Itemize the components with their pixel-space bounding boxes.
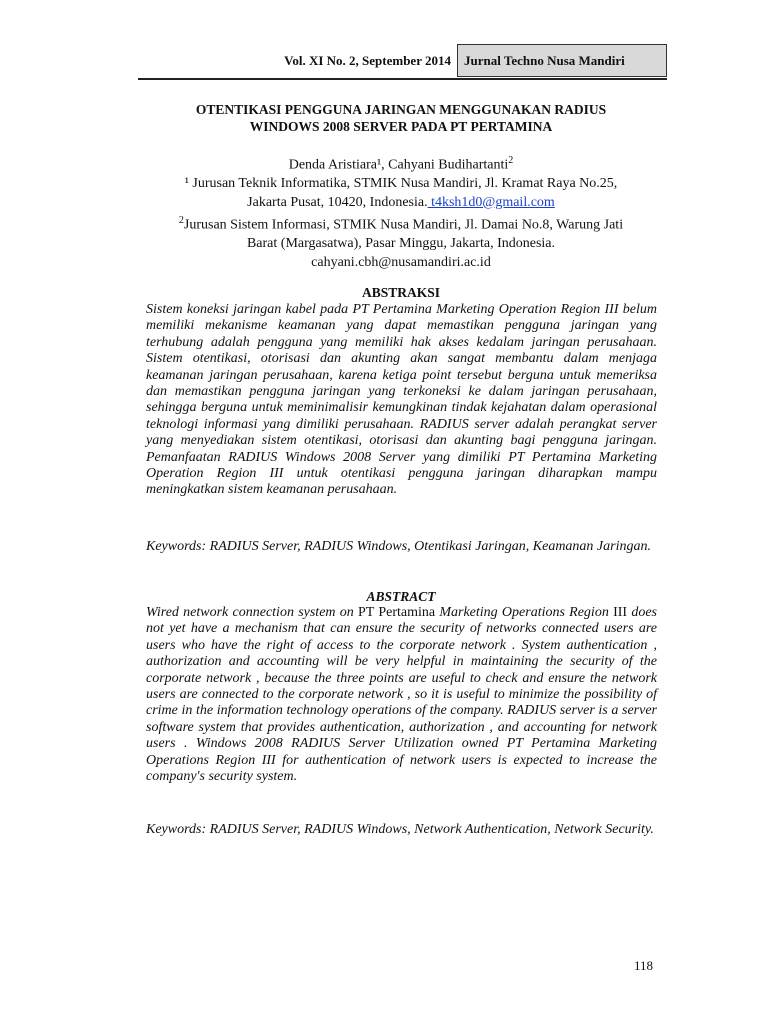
affiliation-2-line-2: Barat (Margasatwa), Pasar Minggu, Jakarta, Indonesia. [246,236,556,252]
title-line-1: OTENTIKASI PENGGUNA JARINGAN MENGGUNAKAN RADIUS [195,102,607,117]
page-number: 118 [634,958,654,973]
affiliation-2-line-1: $^2$Jurusan Sistem Informasi, STMIK Nusa Mandiri, Jl. Damai No.8, Warung Jati [178,215,624,233]
abstraksi-heading: ABSTRAKSI [361,285,441,300]
author-1-email-link[interactable]: t4ksh1d0@gmail.com [427,194,555,210]
author-2-email: cahyani.cbh@nusamandiri.ac.id [311,254,491,270]
affiliation-1-line-2: Jakarta Pusat, 10420, Indonesia. t4ksh1d0@gmail.com [247,194,555,210]
affiliation-1-line-1: ¹ Jurusan Teknik Informatika, STMIK Nusa Mandiri, Jl. Kramat Raya No.25, [184,176,618,192]
running-header [138,44,667,80]
journal-name-box: Jurnal Techno Nusa Mandiri [457,44,667,77]
abstraksi-keywords: Keywords: RADIUS Server, RADIUS Windows, Otentikasi Jaringan, Keamanan Jaringan. [146,539,651,554]
title-line-2: WINDOWS 2008 SERVER PADA PT PERTAMINA [249,119,553,134]
paper-title [146,101,656,135]
abstraksi-body: Sistem koneksi jaringan kabel pada PT Pertamina Marketing Operation Region III belum memiliki mekanisme keamanan yang dapat memastikan pengguna jaringan yang terhubung adalah pengguna yang memiliki hak akses kedalam jaringan perusahaan. Sistem otentikasi, otorisasi dan akunting akan sangat membantu dalam menjaga keamanan jaringan perusahaan, karena ketiga point tersebut berguna untuk memeriksa dan memastikan pengguna jaringan yang terkoneksi ke dalam jaringan perusahaan, sehingga berguna untuk meminimalisir kemungkinan tindak kejahatan dalam operasional teknologi informasi yang dimiliki perusahaan. RADIUS server adalah perangkat server yang menyediakan sistem otentikasi, otorisasi dan akunting bagi pengguna jaringan. Pemanfaatan RADIUS Windows 2008 Server yang dimiliki PT Pertamina Marketing Operation Region III untuk otentikasi pengguna jaringan diharapkan mampu meningkatkan sistem keamanan perusahaan. [146,302,657,498]
volume-info: Vol. XI No. 2, September 2014 [284,53,451,68]
abstract-heading: ABSTRACT [366,589,436,604]
abstract-body: Wired network connection system on PT Pertamina Marketing Operations Region III does not yet have a mechanism that can ensure the security of networks connected users are users who have the right of access to the corporate network . System authentication , authorization and accounting will be very helpful in maintaining the security of the corporate network , because the three points are useful to check and ensure the network users are connected to the corporate network , so it is useful to minimize the possibility of crime in the information technology operations of the company. RADIUS server is a server software system that provides authentication, authorization , and accounting for network users . Windows 2008 RADIUS Server Utilization owned PT Pertamina Marketing Operations Region III for authentication of network users is expected to increase the company's security system. [146,605,657,785]
author-block [146,152,656,272]
author-names: Denda Aristiara¹, Cahyani Budihartanti$^2$ [288,155,514,173]
abstract-keywords: Keywords: RADIUS Server, RADIUS Windows, Network Authentication, Network Security. [146,822,654,837]
